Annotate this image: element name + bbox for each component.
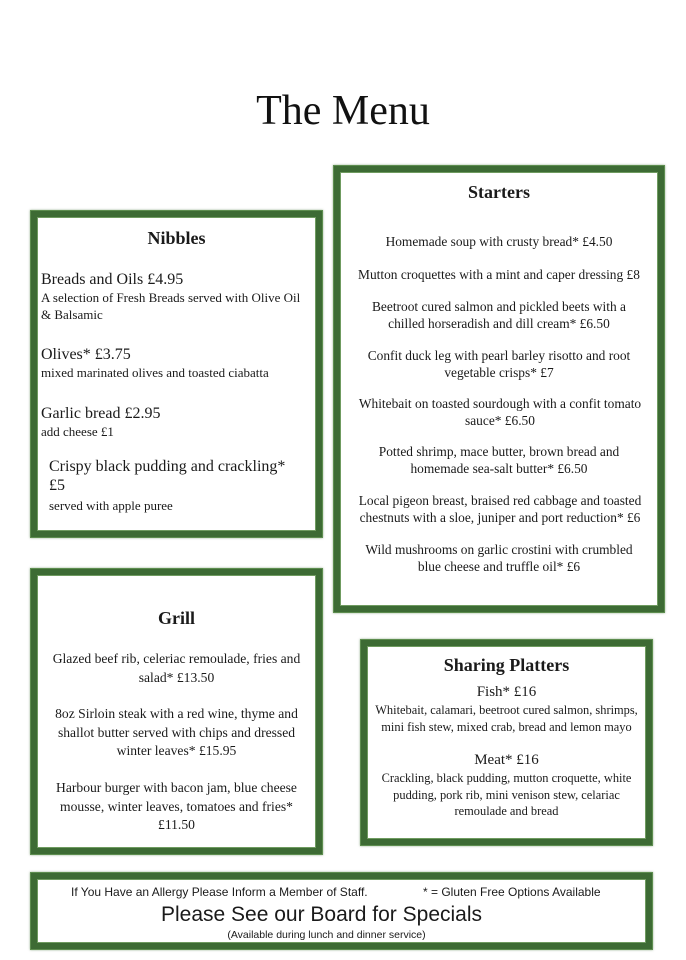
nibbles-item-desc: served with apple puree xyxy=(49,498,173,513)
nibbles-item-name: Garlic bread £2.95 xyxy=(41,405,161,422)
grill-heading: Grill xyxy=(158,608,195,628)
nibbles-item-name: Olives* £3.75 xyxy=(41,346,131,363)
starters-panel xyxy=(334,166,664,612)
grill-item: 8oz Sirloin steak with a red wine, thyme and shallot butter served with chips and dressed winter leaves* £15.95 xyxy=(55,706,298,758)
sharing-platters-heading: Sharing Platters xyxy=(443,655,570,675)
nibbles-heading: Nibbles xyxy=(147,228,206,248)
platter-desc: Whitebait, calamari, beetroot cured salmon, shrimps, mini fish stew, mixed crab, bread and lemon mayo xyxy=(375,703,638,734)
nibbles-item-desc: add cheese £1 xyxy=(41,424,114,439)
nibbles-item-desc: A selection of Fresh Breads served with Olive Oil & Balsamic xyxy=(41,290,301,322)
specials-notice: Please See our Board for Specials xyxy=(160,903,483,926)
starters-item: Beetroot cured salmon and pickled beets with a chilled horseradish and dill cream* £6.50 xyxy=(372,299,626,331)
page-title: The Menu xyxy=(256,88,430,134)
nibbles-panel xyxy=(31,211,322,537)
grill-panel xyxy=(31,569,322,854)
nibbles-item-name: Breads and Oils £4.95 xyxy=(41,271,184,288)
starters-item: Potted shrimp, mace butter, brown bread and homemade sea-salt butter* £6.50 xyxy=(378,444,620,476)
nibbles-item-desc: mixed marinated olives and toasted ciabatta xyxy=(41,365,269,380)
starters-item: Confit duck leg with pearl barley risotto and root vegetable crisps* £7 xyxy=(367,348,631,380)
platter-name: Fish* £16 xyxy=(476,684,537,700)
nibbles-item-name: Crispy black pudding and crackling* £5 xyxy=(49,458,286,494)
availability-note: (Available during lunch and dinner service) xyxy=(227,929,426,941)
nibbles-item xyxy=(49,457,304,514)
starters-item: Wild mushrooms on garlic crostini with crumbled blue cheese and truffle oil* £6 xyxy=(365,542,633,574)
nibbles-item xyxy=(41,345,312,381)
starters-item: Whitebait on toasted sourdough with a confit tomato sauce* £6.50 xyxy=(358,396,642,428)
starters-heading: Starters xyxy=(468,182,530,202)
starters-item: Mutton croquettes with a mint and caper dressing £8 xyxy=(358,267,640,282)
platter-name: Meat* £16 xyxy=(474,752,539,768)
starters-item: Homemade soup with crusty bread* £4.50 xyxy=(385,234,613,249)
sharing-platters-panel xyxy=(361,640,652,845)
nibbles-item xyxy=(41,404,312,440)
footer-notes xyxy=(37,884,646,900)
grill-item: Harbour burger with bacon jam, blue cheese mousse, winter leaves, tomatoes and fries* £11.50 xyxy=(56,780,297,832)
footer-panel xyxy=(31,873,652,949)
allergy-notice: If You Have an Allergy Please Inform a Member of Staff. xyxy=(71,885,368,899)
nibbles-item xyxy=(41,270,312,323)
starters-item: Local pigeon breast, braised red cabbage and toasted chestnuts with a sloe, juniper and port reduction* £6 xyxy=(358,493,642,525)
platter-desc: Crackling, black pudding, mutton croquette, white pudding, pork rib, mini venison stew, celariac remoulade and bread xyxy=(381,771,632,818)
grill-item: Glazed beef rib, celeriac remoulade, fries and salad* £13.50 xyxy=(52,651,301,685)
gluten-free-notice: * = Gluten Free Options Available xyxy=(423,885,601,899)
